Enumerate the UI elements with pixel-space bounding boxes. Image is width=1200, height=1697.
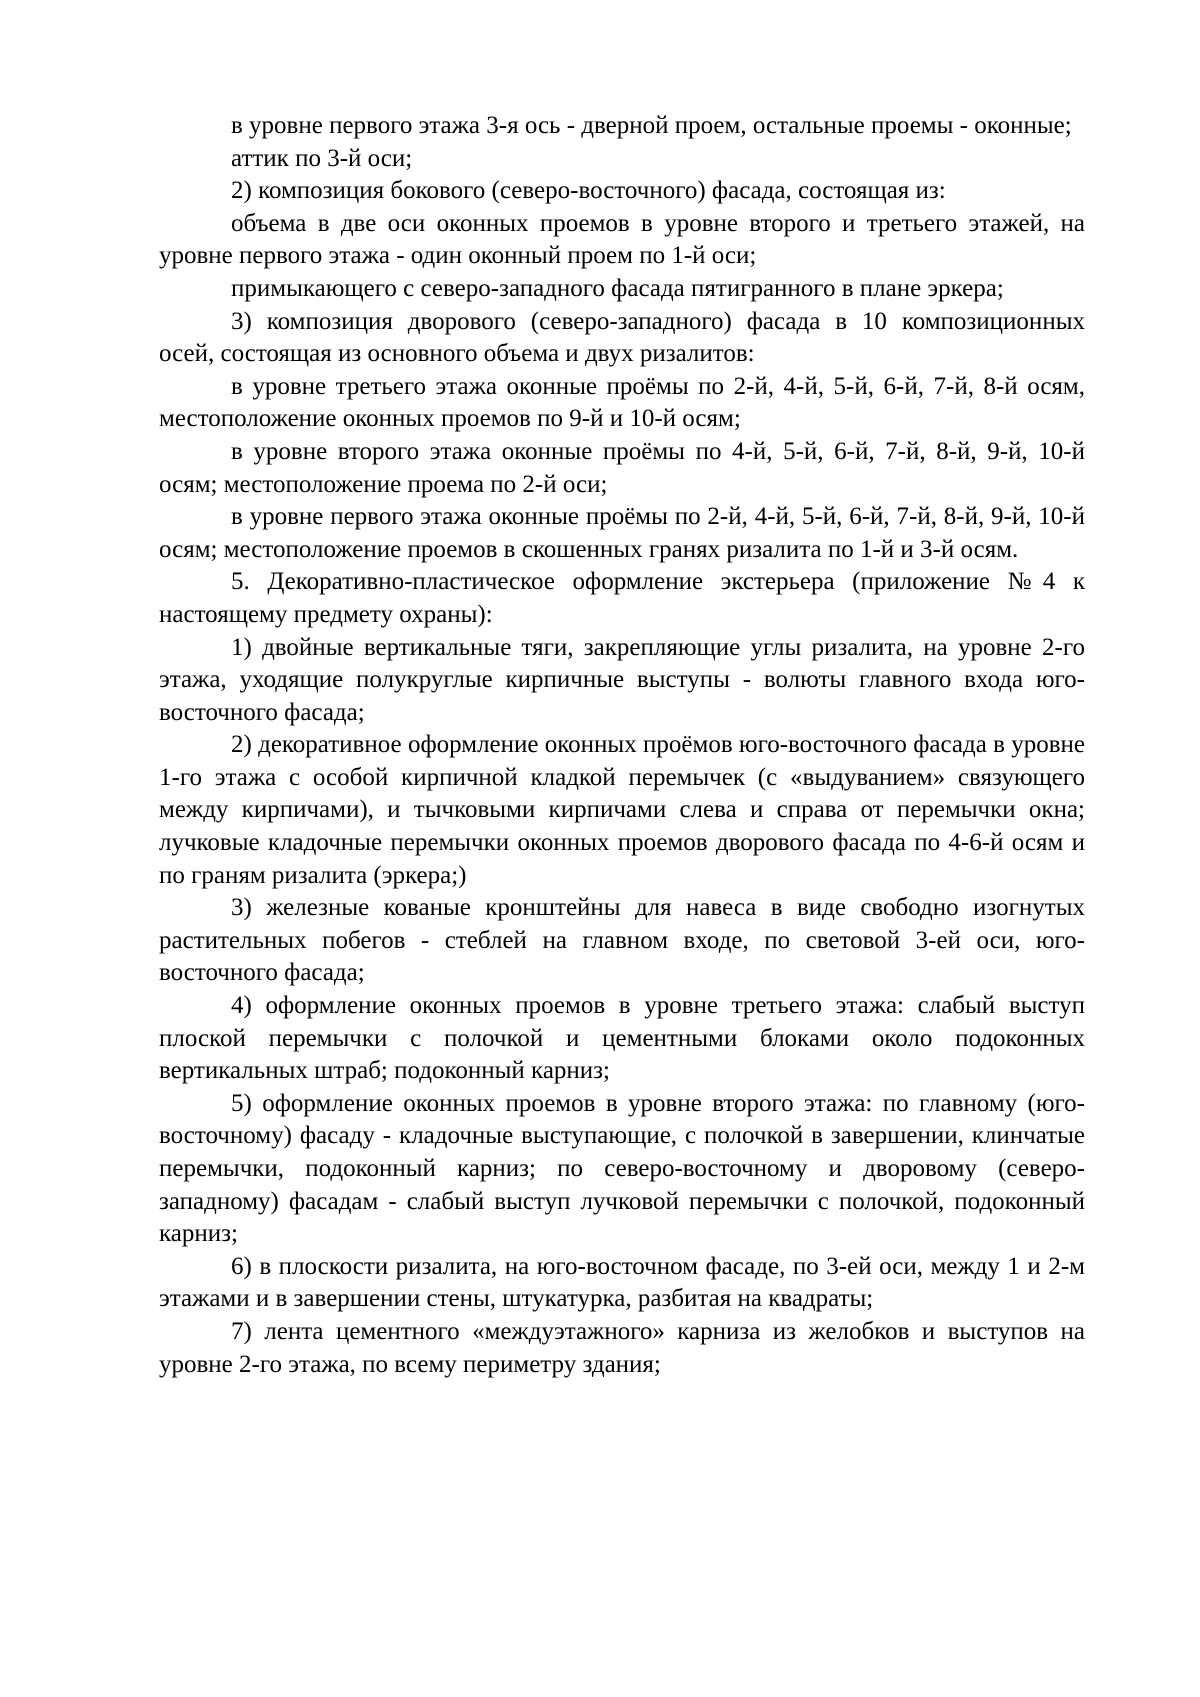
section-paragraph: 5. Декоративно-пластическое оформление экстерьера (приложение №4 к настоящему предмету охраны): xyxy=(159,568,1085,628)
paragraph: 4) оформление оконных проемов в уровне третьего этажа: слабый выступ плоской перемычки с полочкой и цементными блоками около подоконных вертикальных штраб; подоконный карниз; xyxy=(159,992,1085,1085)
paragraph: в уровне первого этажа оконные проёмы по 2-й, 4-й, 5-й, 6-й, 7-й, 8-й, 9-й, 10-й осям; местоположение проемов в скошенных гранях ризалита по 1-й и 3-й осям. xyxy=(159,503,1085,563)
document-page xyxy=(159,110,1085,1381)
paragraph: 6) в плоскости ризалита, на юго-восточном фасаде, по 3-ей оси, между 1 и 2-м этажами и в завершении стены, штукатурка, разбитая на квадраты; xyxy=(159,1252,1085,1313)
paragraph: 7) лента цементного «междуэтажного» карниза из желобков и выступов на уровне 2-го этажа, по всему периметру здания; xyxy=(159,1317,1085,1378)
paragraph: объема в две оси оконных проемов в уровне второго и третьего этажей, на уровне первого этажа - один оконный проем по 1-й оси; xyxy=(159,209,1085,270)
paragraph: аттик по 3-й оси; xyxy=(231,144,413,172)
paragraph: 2) композиция бокового (северо-восточного) фасада, состоящая из: xyxy=(231,177,946,205)
paragraph: 2) декоративное оформление оконных проёмов юго-восточного фасада в уровне 1-го этажа с особой кирпичной кладкой перемычек (с «выдуванием» связующего между кирпичами), и тычковыми кирпичами слева и справа от перемычки окна; лучковые кладочные перемычки оконных проемов дворового фасада по 4-6-й осям и по граням ризалита (эркера;) xyxy=(159,731,1085,889)
paragraph: в уровне первого этажа 3-я ось - дверной проем, остальные проемы - оконные; xyxy=(231,112,1072,139)
paragraph: 1) двойные вертикальные тяги, закрепляющие углы ризалита, на уровне 2-го этажа, уходящие полукруглые кирпичные выступы - волюты главного входа юго-восточного фасада; xyxy=(159,633,1085,726)
paragraph: 3) железные кованые кронштейны для навеса в виде свободно изогнутых растительных побегов - стеблей на главном входе, по световой 3-ей оси, юго-восточного фасада; xyxy=(159,894,1085,987)
paragraph: в уровне второго этажа оконные проёмы по 4-й, 5-й, 6-й, 7-й, 8-й, 9-й, 10-й осям; местоположение проема по 2-й оси; xyxy=(159,437,1085,498)
paragraph: примыкающего с северо-западного фасада пятигранного в плане эркера; xyxy=(231,274,1004,302)
paragraph: 5) оформление оконных проемов в уровне второго этажа: по главному (юго-восточному) фасаду - кладочные выступающие, с полочкой в завершении, клинчатые перемычки, подоконный карниз; по северо-восточному и дворовому (северо-западному) фасадам - слабый выступ лучковой перемычки с полочкой, подоконный карниз; xyxy=(159,1089,1085,1248)
paragraph: 3) композиция дворового (северо-западного) фасада в 10 композиционных осей, состоящая из основного объема и двух ризалитов: xyxy=(159,307,1085,368)
paragraph: в уровне третьего этажа оконные проёмы по 2-й, 4-й, 5-й, 6-й, 7-й, 8-й осям, местоположение оконных проемов по 9-й и 10-й осям; xyxy=(159,372,1085,433)
